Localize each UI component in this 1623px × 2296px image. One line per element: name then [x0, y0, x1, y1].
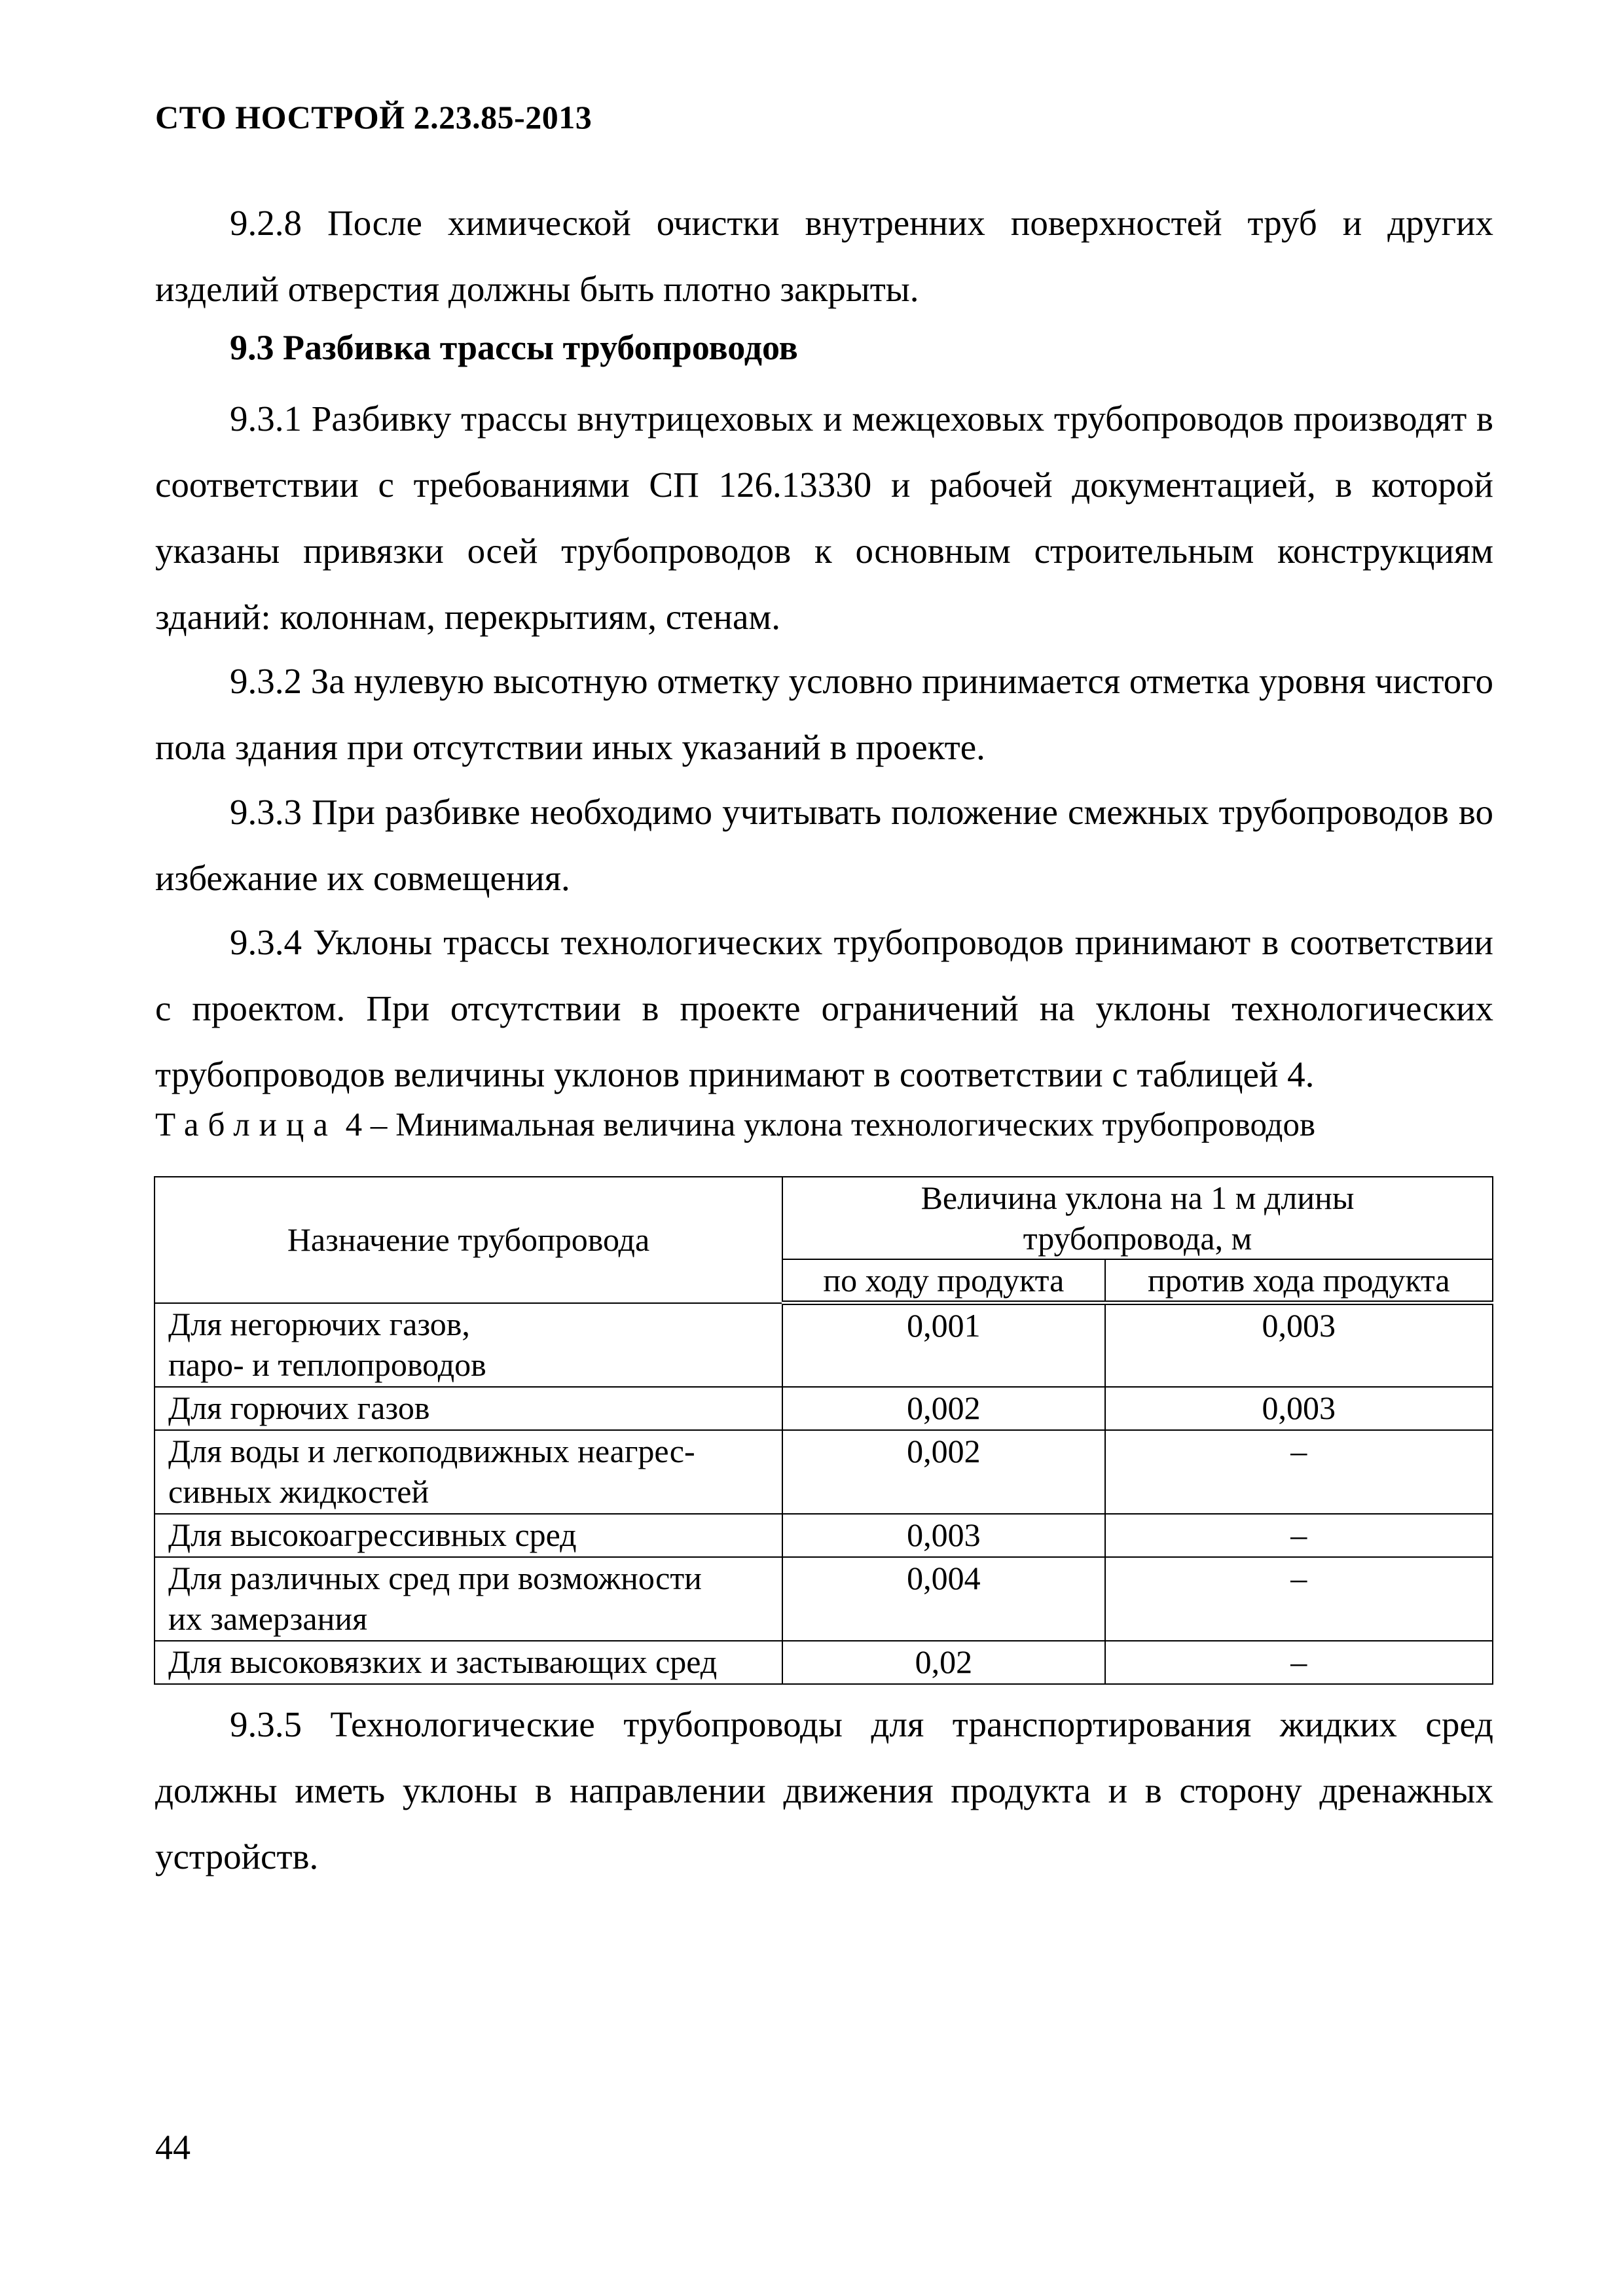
row-against-value: 0,003: [1105, 1303, 1493, 1387]
row-purpose-line1: Для горючих газов: [168, 1389, 430, 1426]
row-purpose: [155, 1557, 782, 1641]
row-against-value: –: [1105, 1514, 1493, 1557]
row-purpose: [155, 1387, 782, 1430]
row-against-value: 0,003: [1105, 1387, 1493, 1430]
row-purpose: [155, 1430, 782, 1514]
row-purpose-line1: Для различных сред при возможности: [168, 1559, 702, 1596]
paragraph-9-3-5: 9.3.5 Технологические трубопроводы для транспортирования жидких сред должны иметь уклоны в направлении движения продукта и в сторону дренажных устройств.: [155, 1704, 1493, 1876]
row-against-value: –: [1105, 1557, 1493, 1641]
row-along-value: 0,001: [782, 1303, 1105, 1387]
row-against-value: –: [1105, 1641, 1493, 1684]
table-caption-label: Таблица: [155, 1107, 337, 1143]
row-purpose-line1: Для негорючих газов,: [168, 1305, 470, 1342]
table-caption-text: 4 – Минимальная величина уклона технологических трубопроводов: [345, 1107, 1316, 1143]
paragraph-9-3-4: 9.3.4 Уклоны трассы технологических трубопроводов принимают в соответствии с проектом. При отсутствии в проекте ограничений на уклоны технологических трубопроводов величины уклонов принимают в соответствии с таблицей 4.: [155, 922, 1493, 1094]
row-along-value: 0,02: [782, 1641, 1105, 1684]
row-along-value: 0,004: [782, 1557, 1105, 1641]
document-header: СТО НОСТРОЙ 2.23.85-2013: [155, 99, 593, 135]
header-slope: Величина уклона на 1 м длины трубопровода, м: [782, 1177, 1493, 1259]
row-along-value: 0,003: [782, 1514, 1105, 1557]
table-row: [155, 1303, 1493, 1387]
table-row: [155, 1557, 1493, 1641]
row-purpose-line2: их замерзания: [168, 1600, 368, 1637]
paragraph-9-3-1: 9.3.1 Разбивку трассы внутрицеховых и межцеховых трубопроводов производят в соответствии с требованиями СП 126.13330 и рабочей документацией, в которой указаны привязки осей трубопроводов к основным строительным конструкциям зданий: колоннам, перекрытиям, стенам.: [155, 399, 1493, 637]
row-against-value: –: [1105, 1430, 1493, 1514]
row-purpose-line1: Для высоковязких и застывающих сред: [168, 1643, 718, 1680]
row-purpose-line2: паро- и теплопроводов: [168, 1346, 486, 1383]
header-against: против хода продукта: [1105, 1259, 1493, 1303]
page-number: 44: [155, 2128, 191, 2167]
paragraph-9-3-2: 9.3.2 За нулевую высотную отметку условно принимается отметка уровня чистого пола здания при отсутствии иных указаний в проекте.: [155, 661, 1493, 767]
row-purpose-line1: Для воды и легкоподвижных неагрес-: [168, 1432, 695, 1469]
row-along-value: 0,002: [782, 1387, 1105, 1430]
paragraph-9-3-3: 9.3.3 При разбивке необходимо учитывать положение смежных трубопроводов во избежание их совмещения.: [155, 792, 1493, 898]
table-row: [155, 1387, 1493, 1430]
section-heading-9-3: 9.3 Разбивка трассы трубопроводов: [230, 328, 798, 367]
table-caption: [155, 1106, 1315, 1144]
slope-table: [154, 1176, 1493, 1685]
table-row: [155, 1641, 1493, 1684]
header-along: по ходу продукта: [782, 1259, 1105, 1303]
row-purpose-line2: сивных жидкостей: [168, 1473, 429, 1510]
table-row: [155, 1514, 1493, 1557]
table-row: [155, 1430, 1493, 1514]
row-purpose: [155, 1303, 782, 1387]
row-purpose: [155, 1641, 782, 1684]
row-purpose-line1: Для высокоагрессивных сред: [168, 1516, 577, 1553]
row-purpose: [155, 1514, 782, 1557]
row-along-value: 0,002: [782, 1430, 1105, 1514]
paragraph-9-2-8: 9.2.8 После химической очистки внутренних поверхностей труб и других изделий отверстия должны быть плотно закрыты.: [155, 203, 1493, 309]
header-purpose: Назначение трубопровода: [155, 1177, 782, 1303]
